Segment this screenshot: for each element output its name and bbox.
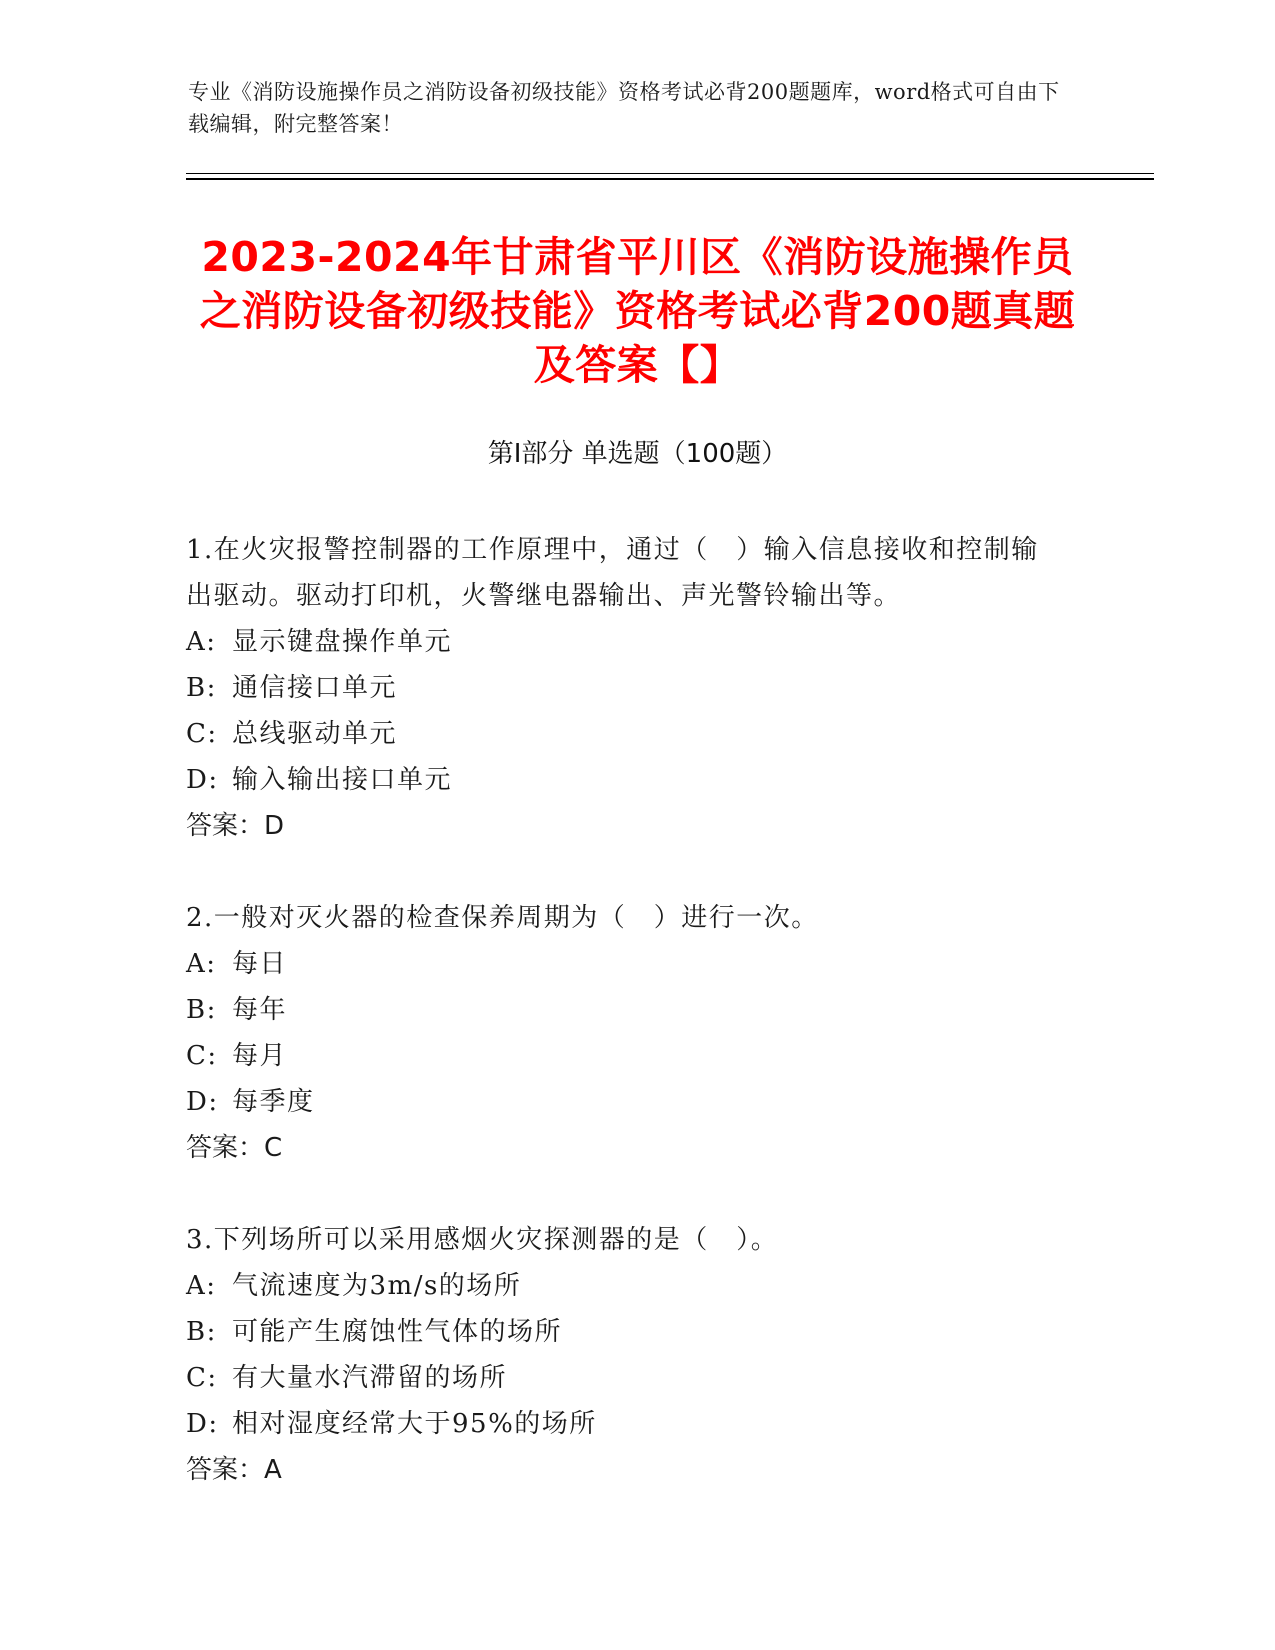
section-title: 第I部分 单选题（100题） (487, 439, 788, 469)
answer-line: 答案：A (186, 1455, 282, 1485)
option-text: 每月 (232, 1041, 288, 1071)
option-letter: D: (186, 765, 219, 795)
option-text: 总线驱动单元 (232, 719, 398, 749)
document-title: 2023-2024年甘肃省平川区《消防设施操作员之消防设备初级技能》资格考试必背200题真题及答案【】 (199, 233, 1076, 389)
option-c (186, 1033, 1066, 1079)
option-text: 显示键盘操作单元 (232, 627, 453, 657)
option-b (186, 987, 1066, 1033)
option-a (186, 1263, 1066, 1309)
header-note: 专业《消防设施操作员之消防设备初级技能》资格考试必背200题题库，word格式可自由下载编辑，附完整答案！ (188, 80, 1060, 136)
option-letter: D: (186, 1087, 219, 1117)
question-1 (186, 527, 1066, 849)
option-letter: D: (186, 1409, 219, 1439)
option-c (186, 711, 1066, 757)
option-a (186, 941, 1066, 987)
option-text: 每季度 (232, 1087, 315, 1117)
option-letter: B: (186, 673, 217, 703)
option-text: 气流速度为3m/s的场所 (232, 1271, 522, 1301)
question-3 (186, 1217, 1066, 1493)
question-stem: 1.在火灾报警控制器的工作原理中，通过（ ）输入信息接收和控制输出驱动。驱动打印机，火警继电器输出、声光警铃输出等。 (186, 535, 1039, 611)
option-d (186, 1079, 1066, 1125)
option-letter: B: (186, 995, 217, 1025)
option-letter: A: (186, 1271, 217, 1301)
option-text: 输入输出接口单元 (232, 765, 453, 795)
option-d (186, 757, 1066, 803)
option-d (186, 1401, 1066, 1447)
question-spacer (186, 1171, 1066, 1217)
answer-line: 答案：C (186, 1133, 283, 1163)
option-text: 每年 (232, 995, 288, 1025)
header-rule-thick (186, 178, 1154, 180)
answer-line: 答案：D (186, 811, 285, 841)
option-b (186, 665, 1066, 711)
question-stem: 2.一般对灭火器的检查保养周期为（ ）进行一次。 (186, 903, 819, 933)
header-rule-thin (186, 173, 1154, 174)
option-a (186, 619, 1066, 665)
option-text: 相对湿度经常大于95%的场所 (232, 1409, 597, 1439)
option-text: 通信接口单元 (232, 673, 398, 703)
question-list (186, 527, 1066, 1493)
option-text: 有大量水汽滞留的场所 (232, 1363, 508, 1393)
option-c (186, 1355, 1066, 1401)
option-letter: B: (186, 1317, 217, 1347)
option-letter: C: (186, 1041, 218, 1071)
question-spacer (186, 849, 1066, 895)
option-letter: A: (186, 627, 217, 657)
question-2 (186, 895, 1066, 1171)
option-text: 每日 (232, 949, 288, 979)
option-letter: C: (186, 1363, 218, 1393)
option-letter: C: (186, 719, 218, 749)
option-b (186, 1309, 1066, 1355)
option-text: 可能产生腐蚀性气体的场所 (232, 1317, 563, 1347)
option-letter: A: (186, 949, 217, 979)
question-stem: 3.下列场所可以采用感烟火灾探测器的是（ ）。 (186, 1225, 779, 1255)
